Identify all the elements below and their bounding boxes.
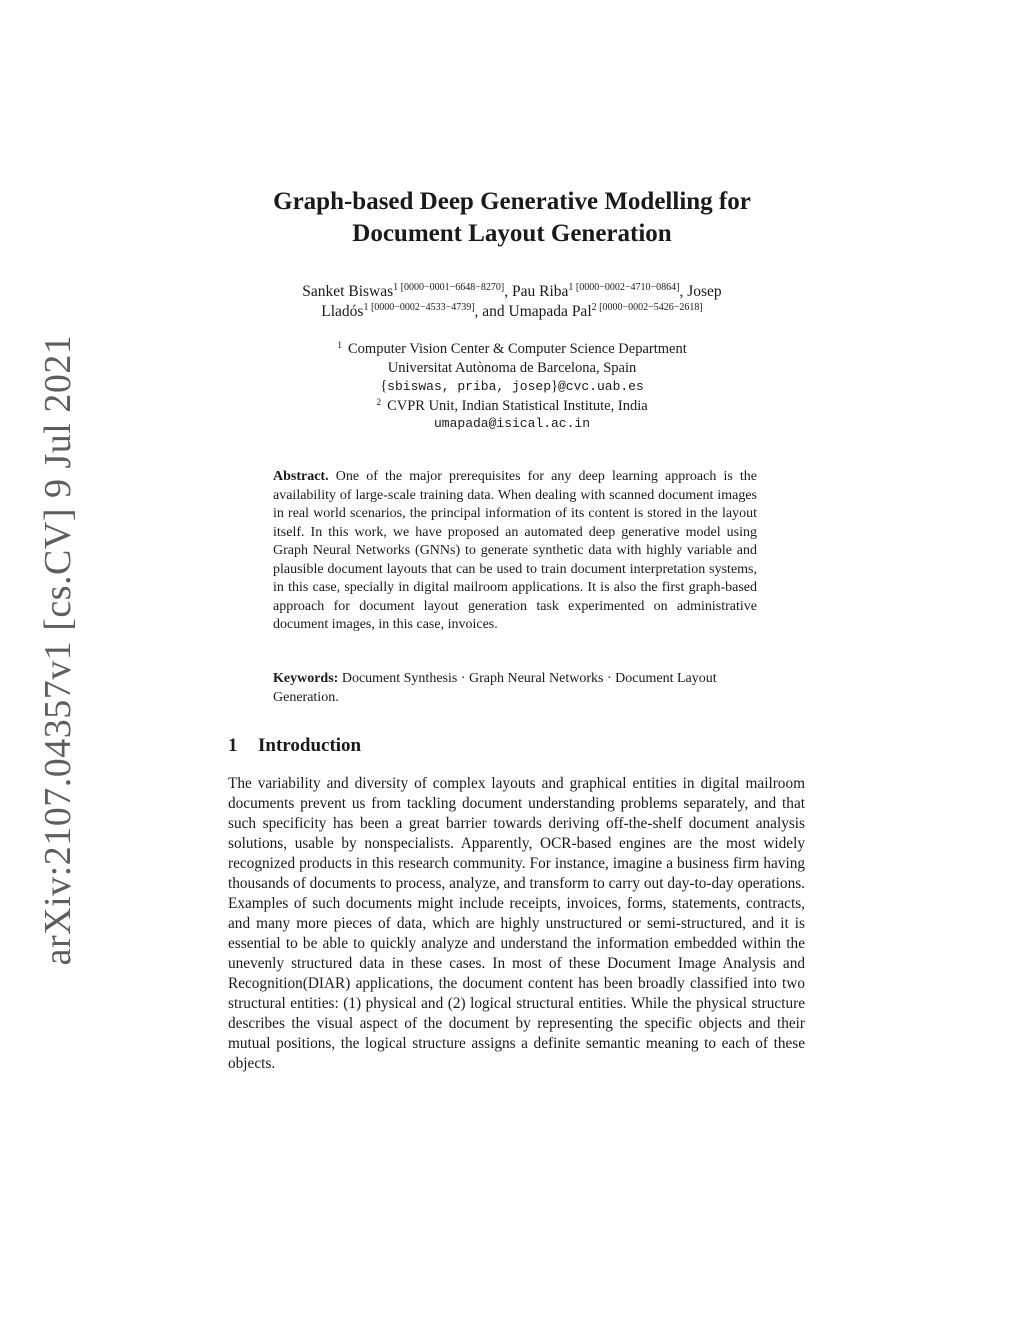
affiliation-2-line-1: $^2$ CVPR Unit, Indian Statistical Institute, India — [376, 397, 648, 414]
author-orcid: 1 [0000−0002−4533−4739] — [363, 302, 475, 313]
section-title: Introduction — [258, 735, 362, 756]
section-heading-introduction — [228, 734, 361, 758]
author-name: , Pau Riba — [504, 283, 569, 300]
affiliation-2-mark: 2 — [376, 397, 382, 408]
author-name: Lladós — [321, 303, 364, 320]
paper-title-line-1: Graph-based Deep Generative Modelling for — [273, 188, 751, 215]
affiliation-1-mark: 1 — [337, 341, 342, 351]
author-name: , Josep — [679, 283, 722, 300]
author-list — [220, 282, 804, 322]
keywords — [273, 670, 757, 707]
affiliation-1-line-1: $^1$ Computer Vision Center & Computer Science Department — [337, 341, 687, 357]
section-number: 1 — [228, 735, 238, 756]
abstract-label: Abstract. — [273, 469, 329, 484]
author-name: , and Umapada Pal — [474, 303, 592, 320]
keywords-label: Keywords: — [273, 671, 339, 686]
author-orcid: 1 [0000−0002−4710−0864] — [568, 282, 680, 293]
affiliation-2-email: umapada@isical.ac.in — [433, 416, 591, 431]
abstract-text: One of the major prerequisites for any deep learning approach is the availability of large-scale training data. When dealing with scanned document images in real world scenarios, the principal information of its content is stored in the layout itself. In this work, we have proposed an automated deep generative model using Graph Neural Networks (GNNs) to generate synthetic data with highly variable and plausible document layouts that can be used to train document interpretation systems, in this case, specially in digital mailroom applications. It is also the first graph-based approach for document layout generation task experimented on administrative document images, in this case, invoices. — [273, 469, 758, 632]
abstract — [273, 468, 757, 635]
affiliation-1-line-2: Universitat Autònoma de Barcelona, Spain — [387, 359, 637, 376]
introduction-paragraph: The variability and diversity of complex layouts and graphical entities in digital mailroom documents prevent us from tackling document understanding problems separately, and that such specificity has been a great barrier towards deriving off-the-shelf document analysis solutions, usable by nonspecialists. Apparently, OCR-based engines are the most widely recognized products in this research community. For instance, imagine a business firm having thousands of documents to process, analyze, and transform to carry out day-to-day operations. Examples of such documents might include receipts, invoices, forms, statements, contracts, and many more pieces of data, which are highly unstructured or semi-structured, and it is essential to be able to quickly analyze and understand the information embedded within the unevenly structured data in these cases. In most of these Document Image Analysis and Recognition(DIAR) applications, the document content has been broadly classified into two structural entities: (1) physical and (2) logical structural entities. While the physical structure describes the visual aspect of the document by representing the specific objects and their mutual positions, the logical structure assigns a definite semantic meaning to each of these objects. — [228, 775, 805, 1072]
arxiv-identifier-stamp: arXiv:2107.04357v1 [cs.CV] 9 Jul 2021 — [37, 334, 79, 966]
affiliation-1-email: {sbiswas, priba, josep}@cvc.uab.es — [380, 378, 644, 394]
author-orcid: 1 [0000−0001−6648−8270] — [393, 282, 505, 293]
author-name: Sanket Biswas — [302, 283, 394, 300]
paper-title — [212, 186, 812, 250]
paper-title-line-2: Document Layout Generation — [352, 220, 672, 247]
keywords-text: Document Synthesis · Graph Neural Networks · Document Layout Generation. — [273, 671, 717, 705]
affiliations — [262, 340, 762, 434]
author-orcid: 2 [0000−0002−5426−2618] — [591, 302, 703, 313]
